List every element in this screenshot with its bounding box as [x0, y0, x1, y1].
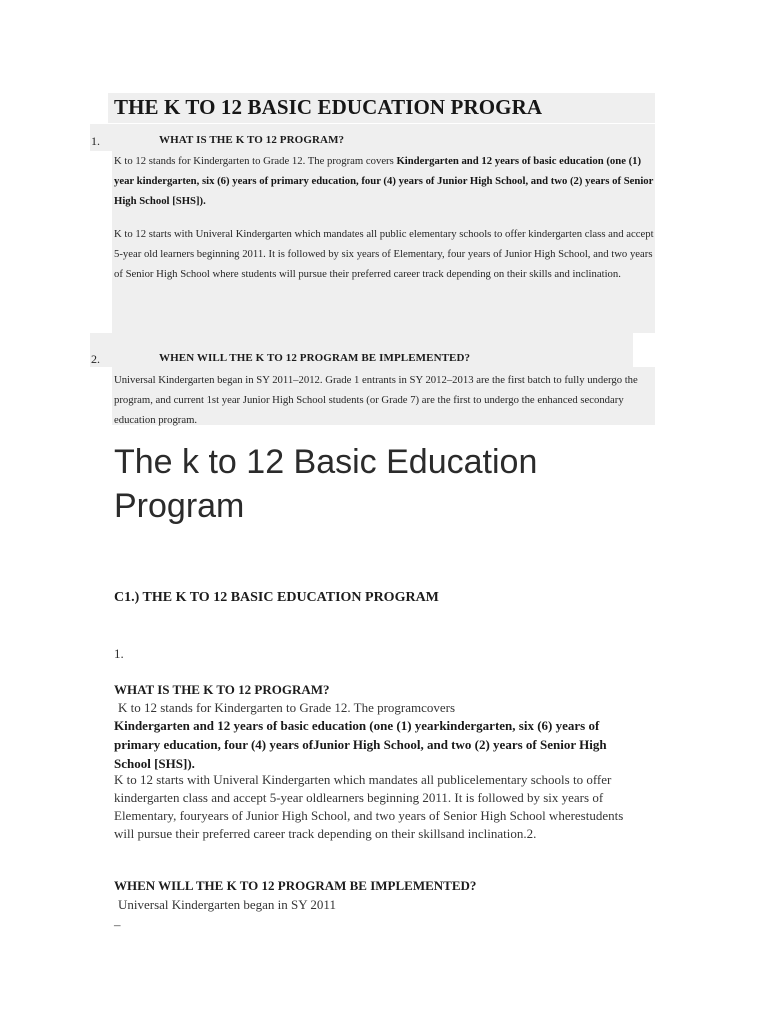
- lower-question-two-intro: Universal Kindergarten began in SY 2011: [118, 897, 336, 912]
- document-heading: THE K TO 12 BASIC EDUCATION PROGRA: [114, 95, 543, 119]
- lower-question-one-heading: WHAT IS THE K TO 12 PROGRAM?: [114, 682, 330, 697]
- program-title: The k to 12 Basic Education Program: [114, 443, 538, 525]
- lower-question-one-bold-text: Kindergarten and 12 years of basic education (one (1) yearkindergarten, six (6) years of primary education, four (4) years ofJunior High School, and two (2) years of Senior High School [SHS]).: [114, 718, 607, 771]
- lower-question-one-paragraph: K to 12 starts with Univeral Kindergarten which mandates all publicelementary schools to offer kindergarten class and accept 5-year oldlearners beginning 2011. It is followed by six years of Elementary, fouryears of Junior High School, and two years of Senior High School wherestudents will pursue their preferred career track depending on their skillsand inclination.2.: [114, 772, 624, 841]
- question-two-heading: WHEN WILL THE K TO 12 PROGRAM BE IMPLEMENTED?: [159, 352, 471, 364]
- continuation-dash: –: [114, 917, 121, 932]
- answer-one-bold: Kindergarten and 12 years of basic education (one (1) year kindergarten, six (6) years of primary education, four (4) years of Junior High School, and two (2) years of Senior High School [SHS]).: [114, 155, 654, 207]
- lower-question-two-heading: WHEN WILL THE K TO 12 PROGRAM BE IMPLEMENTED?: [114, 878, 477, 893]
- question-two-number: 2.: [91, 352, 100, 366]
- answer-one-paragraph: [114, 151, 656, 211]
- answer-one-paragraph-two: K to 12 starts with Univeral Kindergarten which mandates all public elementary schools to offer kindergarten class and accept 5-year old learners beginning 2011. It is followed by six years of Elementary, four years of Junior High School, and two years of Senior High School where students will pursue their preferred career track depending on their skills and inclination.: [114, 228, 654, 280]
- question-one-number: 1.: [91, 134, 100, 148]
- question-one-heading: WHAT IS THE K TO 12 PROGRAM?: [159, 134, 345, 146]
- answer-two-paragraph: Universal Kindergarten began in SY 2011–2012. Grade 1 entrants in SY 2012–2013 are the first batch to fully undergo the program, and current 1st year Junior High School students (or Grade 7) are the first to undergo the enhanced secondary education program.: [114, 374, 638, 426]
- lower-question-one-intro: K to 12 stands for Kindergarten to Grade 12. The programcovers: [118, 700, 456, 715]
- section-title: C1.) THE K TO 12 BASIC EDUCATION PROGRAM: [114, 590, 439, 605]
- answer-one-lead: K to 12 stands for Kindergarten to Grade 12. The program covers: [114, 155, 397, 167]
- lower-section-number: 1.: [114, 646, 124, 661]
